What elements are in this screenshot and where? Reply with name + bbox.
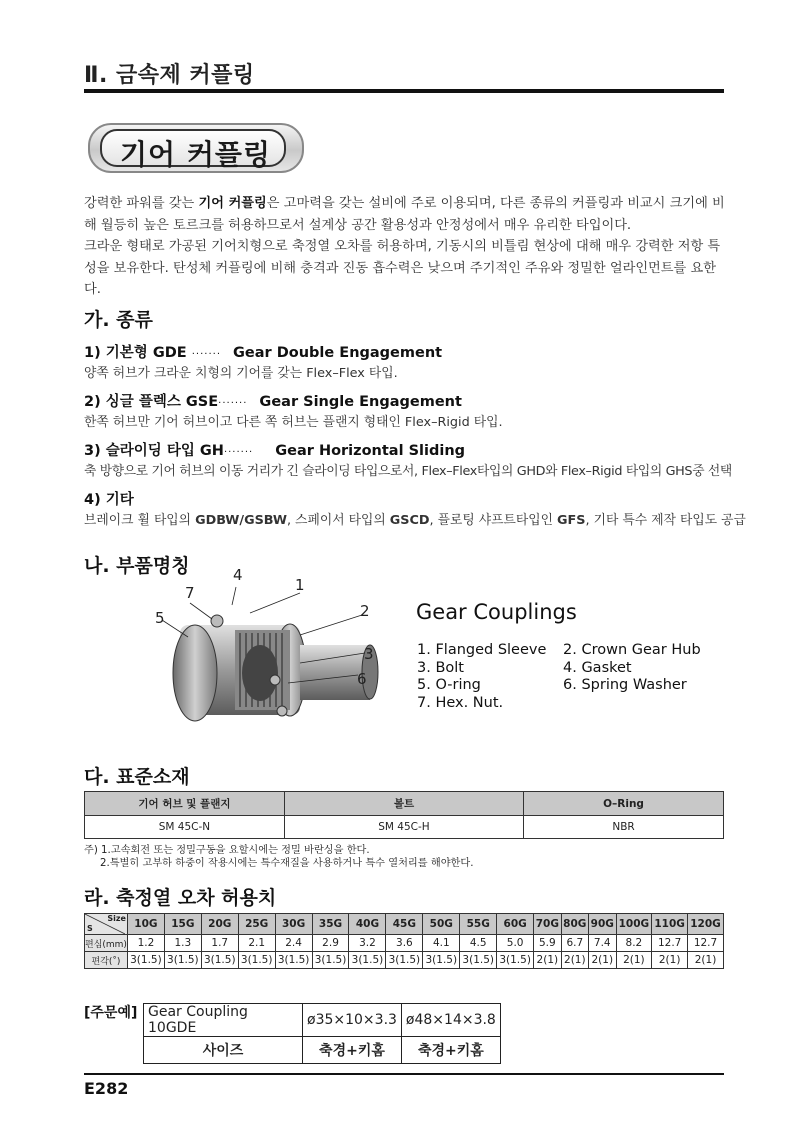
- size-header: 35G: [312, 914, 349, 935]
- table-cell: 3(1.5): [275, 952, 312, 969]
- size-header: 55G: [460, 914, 497, 935]
- table-cell: 2(1): [589, 952, 616, 969]
- type-4-desc: [84, 509, 746, 528]
- table-cell: 7.4: [589, 935, 616, 952]
- note-1: 주) 1.고속회전 또는 정밀구동을 요할시에는 정밀 바란싱을 한다.: [84, 845, 370, 856]
- type-1-desc: 양쪽 허브가 크라운 치형의 기어를 갖는 Flex–Flex 타입.: [84, 366, 398, 381]
- note-2: 2.특별히 고부하 하중이 작용시에는 특수재질을 사용하거나 특수 열처리를 해야한다.: [100, 858, 474, 869]
- other-text-2: , 스페이서 타입의: [286, 513, 390, 528]
- type-2-title: [84, 390, 462, 411]
- size-header: 10G: [127, 914, 164, 935]
- table-header-row: [85, 792, 724, 816]
- types-heading: 가. 종류: [84, 309, 153, 331]
- part-item: 7. Hex. Nut.: [417, 694, 504, 711]
- type-2-code: 2) 싱글 플렉스 GSE: [84, 394, 219, 410]
- type-3-desc: 축 방향으로 기어 허브의 이동 거리가 긴 슬라이딩 타입으로서, Flex–Flex타입의 GHD와 Flex–Rigid 타입의 GHS중 선택: [84, 464, 732, 479]
- part-item: 2. Crown Gear Hub: [563, 642, 701, 658]
- corner-size-label: Size: [107, 914, 126, 923]
- chapter-rule: [84, 89, 724, 93]
- table-cell: 2(1): [652, 952, 688, 969]
- callout-1: 1: [295, 576, 305, 594]
- size-header: 25G: [238, 914, 275, 935]
- type-4-title: 4) 기타: [84, 492, 134, 508]
- part-item: 5. O-ring: [417, 677, 481, 693]
- materials-table: [84, 791, 724, 839]
- order-row-labels: [144, 1037, 501, 1064]
- table-row: [85, 935, 724, 952]
- order-label-size: 사이즈: [144, 1037, 303, 1064]
- table-cell: 3(1.5): [238, 952, 275, 969]
- intro-paragraph-1: [84, 193, 726, 236]
- table-cell: 2(1): [561, 952, 588, 969]
- gear-couplings-title: Gear Couplings: [416, 600, 577, 624]
- table-row: [85, 952, 724, 969]
- size-header: 110G: [652, 914, 688, 935]
- size-header: 15G: [164, 914, 201, 935]
- other-text-4: , 기타 특수 제작 타입도 공급: [585, 513, 746, 528]
- table-cell: 4.1: [423, 935, 460, 952]
- order-bore-1: ø35×10×3.3: [303, 1004, 402, 1037]
- bolt-top: [211, 615, 223, 627]
- type-1-english: Gear Double Engagement: [233, 345, 443, 361]
- table-cell: SM 45C-N: [85, 816, 285, 839]
- part-item: 6. Spring Washer: [563, 677, 687, 693]
- size-header-row: [85, 914, 724, 935]
- table-header: 기어 허브 및 플랜지: [85, 792, 285, 816]
- table-cell: 2.1: [238, 935, 275, 952]
- left-flange: [173, 625, 217, 721]
- intro-paragraph-2: 크라운 형태로 가공된 기어치형으로 축정열 오차를 허용하며, 기동시의 비틀림 현상에 대해 매우 강력한 저항 특성을 보유한다. 탄성체 커플링에 비해 충격과 진동 흡수력은 낮으며 주기적인 주유와 정밀한 얼라인먼트를 요한다.: [84, 239, 721, 297]
- callout-3: 3: [364, 645, 374, 663]
- part-item: 3. Bolt: [417, 659, 464, 676]
- chapter-title: Ⅱ. 금속제 커플링: [84, 63, 255, 88]
- order-example-label: [주문예]: [84, 1005, 138, 1021]
- corner-cell: [85, 914, 128, 935]
- order-label-bore-1: 축경+키홈: [303, 1037, 402, 1064]
- table-cell: 3(1.5): [349, 952, 386, 969]
- size-header: 120G: [688, 914, 724, 935]
- table-cell: 3(1.5): [164, 952, 201, 969]
- type-2-english: Gear Single Engagement: [259, 394, 462, 410]
- table-cell: 2.9: [312, 935, 349, 952]
- type-3-dots: ·······: [223, 447, 254, 458]
- materials-heading: 다. 표준소재: [84, 766, 190, 788]
- type-1-dots: ·······: [191, 349, 222, 360]
- table-row: [85, 816, 724, 839]
- table-cell: 3.2: [349, 935, 386, 952]
- size-header: 45G: [386, 914, 423, 935]
- page-number: E282: [84, 1079, 129, 1098]
- part-list-col-2: [563, 642, 701, 695]
- intro-text-1a: 강력한 파워를 갖는: [84, 196, 199, 211]
- order-bore-2: ø48×14×3.8: [401, 1004, 500, 1037]
- table-cell: 12.7: [652, 935, 688, 952]
- table-cell: 5.0: [497, 935, 534, 952]
- tolerance-heading: 라. 축정열 오차 허용치: [84, 887, 277, 909]
- table-cell: 2.4: [275, 935, 312, 952]
- parts-heading: 나. 부품명칭: [84, 555, 190, 577]
- intro-text: [84, 193, 726, 301]
- order-row-values: [144, 1004, 501, 1037]
- other-bold-1: GDBW/GSBW: [195, 513, 287, 528]
- table-cell: 1.2: [127, 935, 164, 952]
- callout-2: 2: [360, 602, 370, 620]
- callout-6: 6: [357, 670, 367, 688]
- order-model: Gear Coupling 10GDE: [144, 1004, 303, 1037]
- corner-s-label: S: [87, 924, 93, 933]
- table-cell: 6.7: [561, 935, 588, 952]
- type-2-desc: 한쪽 허브만 기어 허브이고 다른 쪽 허브는 플랜지 형태인 Flex–Rigid 타입.: [84, 415, 503, 430]
- table-cell: 4.5: [460, 935, 497, 952]
- table-cell: 3(1.5): [497, 952, 534, 969]
- bolt-mid: [270, 675, 280, 685]
- table-cell: 3.6: [386, 935, 423, 952]
- banner-frame: [100, 129, 286, 171]
- order-label-bore-2: 축경+키홈: [401, 1037, 500, 1064]
- part-list-col-1: [417, 642, 546, 712]
- type-1-code: 1) 기본형 GDE: [84, 345, 187, 361]
- type-2-dots: ·······: [218, 398, 248, 409]
- other-bold-3: GFS: [557, 513, 586, 528]
- table-cell: 1.3: [164, 935, 201, 952]
- order-example-table: [143, 1003, 501, 1064]
- size-header: 20G: [201, 914, 238, 935]
- intro-text-1b: 은 고마력을 갖는 설비에 주로 이용되며, 다른 종류의 커플링과 비교시 크기에 비해 월등히 높은 토르크를 허용하므로서 설계상 공간 활용성과 안정성에서 매우 유리한 타입이다.: [84, 196, 725, 233]
- callout-5: 5: [155, 609, 165, 627]
- size-header: 70G: [534, 914, 561, 935]
- tolerance-table: [84, 913, 724, 969]
- table-header: 볼트: [284, 792, 523, 816]
- table-cell: 5.9: [534, 935, 561, 952]
- section-banner: [88, 123, 304, 173]
- table-cell: NBR: [524, 816, 724, 839]
- part-item: 4. Gasket: [563, 659, 632, 676]
- table-cell: 2(1): [534, 952, 561, 969]
- table-header: O–Ring: [524, 792, 724, 816]
- callout-4: 4: [233, 566, 243, 584]
- row-label-angle: 편각(˚): [85, 952, 128, 969]
- size-header: 40G: [349, 914, 386, 935]
- table-cell: 1.7: [201, 935, 238, 952]
- size-header: 90G: [589, 914, 616, 935]
- callout-7: 7: [185, 584, 195, 602]
- table-cell: 3(1.5): [201, 952, 238, 969]
- type-3-title: [84, 439, 465, 460]
- size-header: 60G: [497, 914, 534, 935]
- table-cell: 3(1.5): [386, 952, 423, 969]
- other-text-3: , 플로팅 샤프트타입인: [429, 513, 558, 528]
- table-cell: 2(1): [688, 952, 724, 969]
- size-header: 100G: [616, 914, 652, 935]
- type-3-english: Gear Horizontal Sliding: [275, 443, 466, 459]
- footer-rule: [84, 1073, 724, 1075]
- size-header: 30G: [275, 914, 312, 935]
- other-bold-2: GSCD: [389, 513, 430, 528]
- coupling-illustration: [140, 585, 380, 740]
- table-cell: 3(1.5): [460, 952, 497, 969]
- table-cell: 12.7: [688, 935, 724, 952]
- type-1-title: [84, 341, 442, 362]
- part-item: 1. Flanged Sleeve: [417, 642, 547, 658]
- table-cell: 3(1.5): [127, 952, 164, 969]
- table-cell: 8.2: [616, 935, 652, 952]
- table-cell: 3(1.5): [312, 952, 349, 969]
- row-label-offset: 편심(mm): [85, 935, 128, 952]
- bolt-bottom: [277, 706, 287, 716]
- material-notes: [84, 844, 473, 870]
- table-cell: SM 45C-H: [284, 816, 523, 839]
- banner-title: 기어 커플링: [120, 138, 271, 171]
- size-header: 80G: [561, 914, 588, 935]
- other-text-1: 브레이크 휠 타입의: [84, 513, 196, 528]
- intro-bold: 기어 커플링: [198, 196, 267, 211]
- table-cell: 3(1.5): [423, 952, 460, 969]
- bore: [242, 645, 278, 701]
- table-cell: 2(1): [616, 952, 652, 969]
- size-header: 50G: [423, 914, 460, 935]
- type-3-code: 3) 슬라이딩 타입 GH: [84, 443, 224, 459]
